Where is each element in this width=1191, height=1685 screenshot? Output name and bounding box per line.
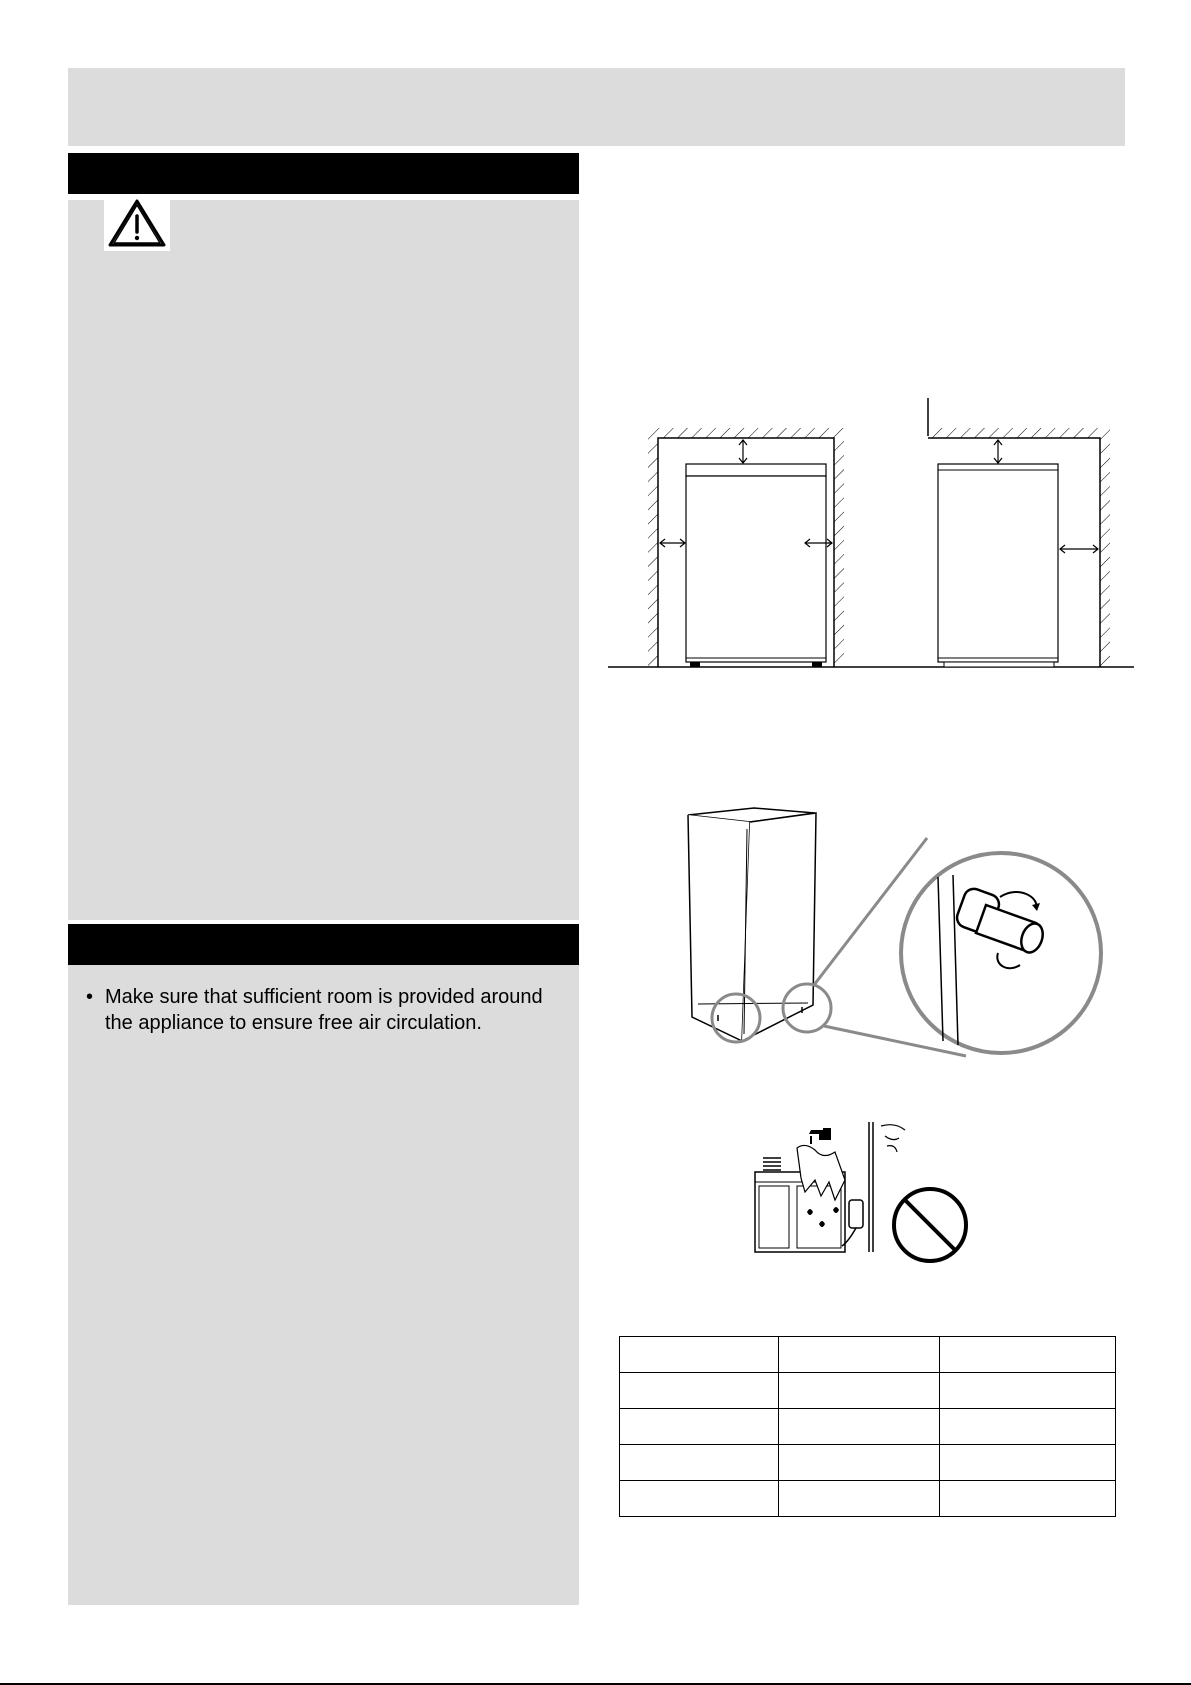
section-heading-bar-safety xyxy=(68,153,579,194)
table-cell xyxy=(779,1409,940,1445)
table-cell xyxy=(940,1337,1116,1373)
no-entry-circle-icon xyxy=(894,1189,966,1261)
list-item xyxy=(86,984,556,1036)
bullet-text: Make sure that sufficient room is provided around the appliance to ensure free air circulation. xyxy=(105,986,543,1034)
front-view-figure xyxy=(648,428,844,667)
table-row xyxy=(620,1445,1116,1481)
table-cell xyxy=(620,1337,779,1373)
table-row xyxy=(620,1481,1116,1517)
installation-panel xyxy=(68,965,579,1605)
table-cell xyxy=(620,1445,779,1481)
bullet-icon: • xyxy=(86,986,94,1008)
table-cell xyxy=(620,1481,779,1517)
table-cell xyxy=(940,1481,1116,1517)
table-cell xyxy=(779,1445,940,1481)
table-cell xyxy=(940,1373,1116,1409)
placement-bullet-list xyxy=(86,984,556,1036)
clearance-diagram xyxy=(606,396,1136,676)
table-cell xyxy=(779,1373,940,1409)
table-cell xyxy=(940,1445,1116,1481)
spec-table xyxy=(619,1336,1116,1517)
table-row xyxy=(620,1337,1116,1373)
table-cell xyxy=(779,1481,940,1517)
warning-triangle-icon xyxy=(104,195,170,251)
section-heading-bar-installation xyxy=(68,924,579,965)
table-row xyxy=(620,1373,1116,1409)
table-row xyxy=(620,1409,1116,1445)
safety-panel xyxy=(68,200,579,920)
table-cell xyxy=(620,1373,779,1409)
side-view-figure xyxy=(928,398,1110,667)
no-water-heat-diagram xyxy=(745,1120,975,1270)
page-header-band xyxy=(68,68,1125,146)
leveling-feet-diagram xyxy=(668,805,1118,1075)
table-cell xyxy=(779,1337,940,1373)
table-cell xyxy=(940,1409,1116,1445)
warning-icon-holder xyxy=(104,195,170,251)
table-cell xyxy=(620,1409,779,1445)
